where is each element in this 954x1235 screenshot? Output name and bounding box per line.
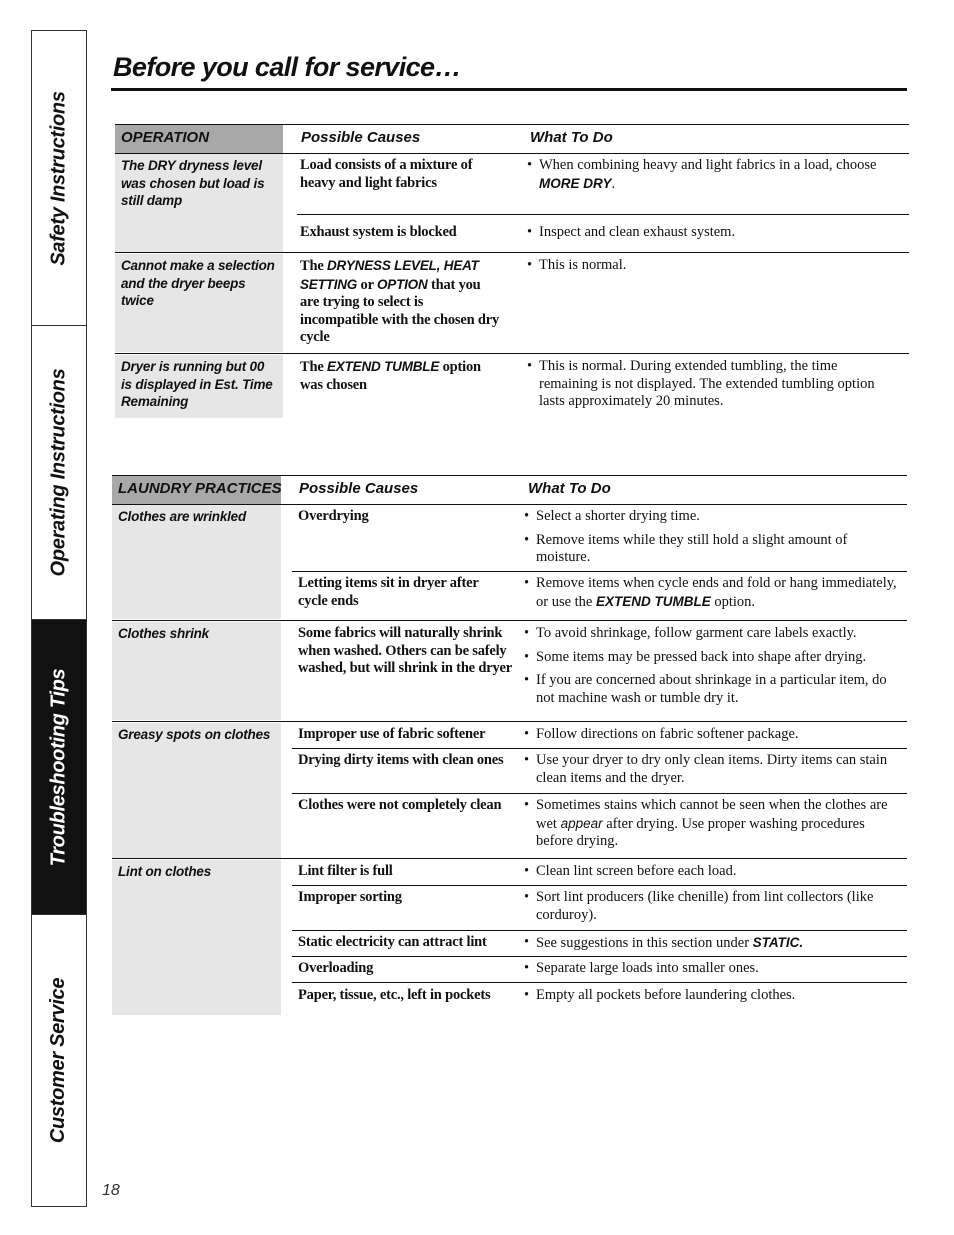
todo-item: • See suggestions in this section under STATIC.: [524, 934, 904, 953]
title-rule: [111, 88, 907, 91]
todo-item: • Sometimes stains which cannot be seen when the clothes are wet appear after drying. Use proper washing procedures before drying.: [524, 797, 904, 851]
todo-item: • If you are concerned about shrinkage in a particular item, do not machine wash or tumble dry it.: [524, 672, 907, 707]
todo-item: • Select a shorter drying time.: [524, 508, 904, 526]
header-todo: What To Do: [528, 480, 611, 497]
cause-cell: Letting items sit in dryer after cycle ends: [298, 575, 479, 609]
tab-operating-instructions[interactable]: [32, 325, 86, 619]
laundry-header: [112, 475, 907, 505]
todo-item: • Empty all pockets before laundering clothes.: [524, 987, 904, 1005]
todo-item: • This is normal.: [527, 257, 897, 275]
cause-cell: Lint filter is full: [298, 863, 393, 879]
todo-cell: [524, 987, 904, 1011]
todo-cell: [524, 752, 904, 793]
page-number: 18: [102, 1182, 120, 1199]
cause-cell: Exhaust system is blocked: [300, 224, 457, 240]
cause-cell: Improper sorting: [298, 889, 402, 905]
tab-label: Customer Service: [47, 977, 70, 1144]
cause-cell: Load consists of a mixture of heavy and light fabrics: [300, 157, 473, 191]
cause-cell: Some fabrics will naturally shrink when washed. Others can be safely washed, but will shrink in the dryer: [298, 625, 512, 676]
header-causes: Possible Causes: [301, 129, 421, 146]
todo-cell: [524, 726, 904, 750]
todo-cell: [527, 257, 897, 281]
cause-cell: Clothes were not completely clean: [298, 797, 502, 813]
todo-item: • To avoid shrinkage, follow garment care labels exactly.: [524, 625, 907, 643]
problem-cell: Lint on clothes: [112, 860, 281, 1015]
todo-cell: [524, 960, 904, 984]
header-category: LAUNDRY PRACTICES: [118, 480, 282, 497]
cause-cell: Paper, tissue, etc., left in pockets: [298, 987, 491, 1003]
tab-label: Safety Instructions: [47, 90, 70, 266]
header-causes: Possible Causes: [299, 480, 419, 497]
todo-item: • Use your dryer to dry only clean items. Dirty items can stain clean items and the dryer.: [524, 752, 904, 787]
todo-item: • Separate large loads into smaller ones.: [524, 960, 904, 978]
todo-item: • Some items may be pressed back into shape after drying.: [524, 649, 907, 667]
todo-item: • This is normal. During extended tumbling, the time remaining is not displayed. The extended tumbling option lasts approximately 20 minutes.: [527, 358, 897, 411]
header-todo: What To Do: [530, 129, 613, 146]
operation-header: [115, 124, 909, 154]
problem-cell: Clothes are wrinkled: [112, 505, 281, 619]
todo-item: • Remove items while they still hold a slight amount of moisture.: [524, 532, 904, 567]
cause-cell: Overloading: [298, 960, 374, 976]
page-title: Before you call for service…: [113, 52, 461, 82]
todo-item: • Clean lint screen before each load.: [524, 863, 904, 881]
cause-cell: The DRYNESS LEVEL, HEAT SETTING or OPTION that you are trying to select is incompatible with the chosen dry cycle: [300, 258, 500, 345]
todo-item: • Inspect and clean exhaust system.: [527, 224, 897, 242]
tab-label: Operating Instructions: [47, 368, 70, 577]
todo-cell: [527, 157, 897, 199]
operation-table: [115, 124, 909, 420]
header-category: OPERATION: [121, 129, 210, 146]
tab-label: Troubleshooting Tips: [47, 668, 70, 866]
todo-item: • Sort lint producers (like chenille) from lint collectors (like corduroy).: [524, 889, 904, 924]
problem-cell: Cannot make a selection and the dryer beeps twice: [115, 254, 283, 352]
todo-cell: [527, 358, 897, 417]
tab-customer-service[interactable]: [32, 914, 86, 1206]
side-tab-bar: [31, 30, 87, 1207]
tab-troubleshooting-tips[interactable]: [32, 619, 86, 914]
todo-item: • Follow directions on fabric softener package.: [524, 726, 904, 744]
todo-cell: [524, 863, 904, 887]
cause-cell: The EXTEND TUMBLE option was chosen: [300, 359, 481, 393]
tab-safety-instructions[interactable]: [32, 31, 86, 325]
cause-cell: Improper use of fabric softener: [298, 726, 486, 742]
cause-cell: Overdrying: [298, 508, 369, 524]
todo-cell: [524, 797, 904, 857]
problem-cell: Dryer is running but 00 is displayed in Est. Time Remaining: [115, 355, 283, 418]
problem-cell: Greasy spots on clothes: [112, 723, 281, 858]
cause-cell: Static electricity can attract lint: [298, 934, 487, 950]
todo-cell: [527, 224, 897, 248]
cause-cell: Drying dirty items with clean ones: [298, 752, 504, 768]
laundry-practices-table: [112, 475, 907, 1015]
problem-cell: The DRY dryness level was chosen but load is still damp: [115, 154, 283, 252]
todo-cell: [524, 508, 904, 573]
todo-cell: [524, 934, 904, 959]
todo-cell: [524, 625, 907, 713]
todo-cell: [524, 575, 904, 617]
todo-cell: [524, 889, 904, 930]
problem-cell: Clothes shrink: [112, 622, 281, 720]
todo-item: • Remove items when cycle ends and fold or hang immediately, or use the EXTEND TUMBLE option.: [524, 575, 904, 611]
todo-item: • When combining heavy and light fabrics in a load, choose MORE DRY.: [527, 157, 897, 193]
